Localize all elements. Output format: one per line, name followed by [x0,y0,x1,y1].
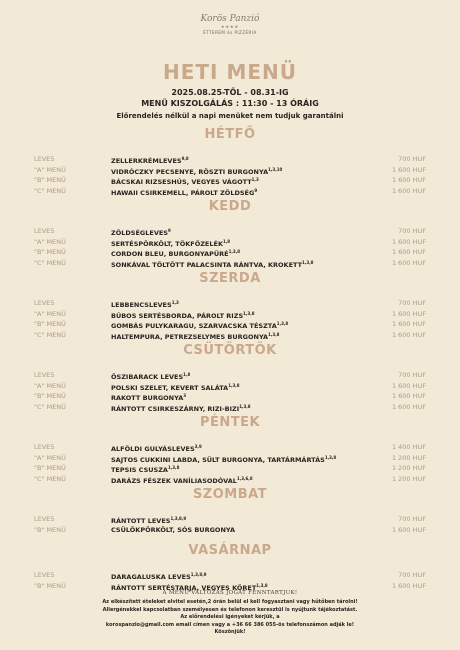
dish-name: CSÜLÖKPÖRKÖLT, SÓS BURGONYA [111,525,235,534]
dish-name: SERTÉSPÖRKÖLT, TÖKFŐZELÉK [111,239,223,248]
dish-name: HAWAII CSIRKEMELL, PÁROLT ZÖLDSÉG [111,188,255,197]
allergen-codes: 1,3,8,9 [170,516,187,521]
price: 1 600 HUF [391,176,426,184]
menu-row [0,581,460,591]
dish-name: CORDON BLEU, BURGONYAPÜRÉ [111,250,229,258]
allergen-codes: 1,3,10 [268,166,283,172]
footer-info [30,599,430,637]
dish-name: VIDRÓCZKY PECSENYE, RÖSZTI BURGONYA [111,167,269,176]
dish-name-cell [111,402,251,414]
allergen-codes: 1,3,8 [256,582,268,588]
dish-name: HALTEMPURA, PETREZSELYMES BURGONYA [111,332,269,341]
allergen-codes: 1,3,8 [243,310,255,316]
dish-name: BÚBOS SERTÉSBORDA, PÁROLT RIZS [111,311,244,320]
menu-row [0,525,460,535]
menu-row [0,237,460,247]
menu-row [0,309,460,319]
price: 1 600 HUF [391,165,426,174]
dish-name: BÁCSKAI RIZSESHÚS, VEGYES VÁGOTT [111,178,252,186]
day-heading: CSÜTÖRTÖK [183,343,277,358]
menu-type-label: "B" MENÜ [34,525,66,534]
logo-subtitle: ÉTTEREM és PIZZÉRIA [203,30,257,35]
menu-type-label: "B" MENÜ [34,176,66,184]
dish-name: RÁNTOTT CSIRKESZÁRNY, RIZI-BIZI [111,404,240,413]
serving-time: MENÜ KISZOLGÁLÁS : 11:30 - 13 ÓRÁIG [141,99,319,108]
menu-row [0,570,460,580]
menu-row [0,381,460,391]
allergen-codes: 1,3 [171,300,179,305]
dish-name: ALFÖLDI GULYÁSLEVES [111,445,195,453]
menu-row [0,247,460,257]
dish-name: RAKOTT BURGONYA [111,394,184,402]
allergen-codes: 1,3 [251,177,259,182]
price: 1 600 HUF [391,320,426,328]
menu-row [0,474,460,484]
dish-name-cell [111,330,279,342]
menu-type-label: "C" MENÜ [34,474,66,483]
menu-row [0,391,460,401]
price: 1 600 HUF [391,309,426,318]
price: 1 200 HUF [391,474,426,483]
dish-name-cell [111,525,235,535]
menu-type-label: "B" MENÜ [34,392,66,400]
price: 1 600 HUF [391,258,426,267]
footer-line: Allergénekkel kapcsolatban személyesen és telefonon keresztül is nyújtunk tájékoztatást. [102,606,358,613]
allergen-codes: 1,3,6,8 [236,475,253,481]
dish-name-cell [111,258,313,270]
price: 700 HUF [398,227,426,235]
menu-row [0,298,460,308]
day-heading: VASÁRNAP [188,543,272,558]
footer-line: Az elkészített ételeket elvitel esetén,2 órán belül el kell fogyasztani vagy hűtőben tárolni! [102,599,358,605]
price: 1 600 HUF [391,402,426,411]
menu-type-label: LEVES [34,371,55,379]
menu-type-label: LEVES [34,299,55,307]
price: 700 HUF [398,155,426,163]
price: 1 600 HUF [391,330,426,339]
dish-name: ZÖLDSÉGLEVES [111,229,168,237]
price: 1 200 HUF [391,464,426,472]
menu-row [0,175,460,185]
price: 1 400 HUF [391,443,426,451]
menu-type-label: LEVES [34,227,55,235]
menu-type-label: LEVES [34,571,55,579]
menu-row [0,330,460,340]
allergen-codes: 1,3,8 [276,321,289,326]
restaurant-logo [0,14,460,36]
dish-name: GOMBÁS PULYKARAGU, SZARVACSKA TÉSZTA [111,322,277,330]
allergen-codes: 9 [167,228,171,233]
menu-type-label: "C" MENÜ [34,186,66,195]
menu-type-label: "A" MENÜ [34,453,66,462]
dish-name: RÁNTOTT LEVES [111,517,171,525]
dish-name: ZELLERKRÉMLEVES [111,157,182,165]
allergen-codes: 1,3,8,9 [190,572,207,577]
allergen-codes: 3,9 [194,444,202,449]
dish-name: DARAGALUSKA LEVES [111,573,191,581]
price: 700 HUF [398,299,426,307]
menu-type-label: "C" MENÜ [34,402,66,411]
dish-name: LEBBENCSLEVES [111,301,172,309]
allergen-codes: 1,3,8 [239,403,251,409]
menu-type-label: "B" MENÜ [34,581,66,590]
menu-type-label: "A" MENÜ [34,309,66,318]
allergen-codes: 1,3,8 [228,382,240,388]
menu-type-label: LEVES [34,155,55,163]
footer-line: Az előrendelési igényeket kérjük, a [180,614,280,620]
day-heading: KEDD [208,199,252,214]
date-range: 2025.08.25-TŐL - 08.31-IG [171,88,289,97]
dish-name-cell [111,474,253,486]
menu-row [0,514,460,524]
menu-row [0,370,460,380]
menu-type-label: "B" MENÜ [34,248,66,256]
price: 1 600 HUF [391,581,426,590]
menu-row [0,186,460,196]
allergen-codes: 1,3,8 [228,249,241,254]
menu-type-label: "C" MENÜ [34,330,66,339]
price: 700 HUF [398,371,426,379]
logo-stars: ★★★★ [220,24,240,29]
menu-row [0,463,460,473]
allergen-codes: 1,8 [183,372,191,377]
page-title: HETI MENÜ [163,60,297,84]
dish-name: RÁNTOTT SERTÉSTARJA, VEGYES KÖRET [111,583,257,592]
menu-row [0,165,460,175]
allergen-codes: 9 [254,187,258,193]
menu-type-label: "B" MENÜ [34,320,66,328]
dish-name: SAJTOS CUKKINI LABDA, SÜLT BURGONYA, TARTÁRMÁRTÁS [111,455,325,464]
footer-line: Köszönjük! [214,629,246,635]
menu-row [0,442,460,452]
allergen-codes: 3 [183,393,187,398]
price: 1 600 HUF [391,525,426,534]
dish-name: SONKÁVAL TÖLTÖTT PALACSINTA RÁNTVA, KROKETT [111,260,303,269]
price: 1 200 HUF [391,453,426,462]
menu-change-note: A MENÜ VÁLTOZÁS JOGÁT FENNTARTJUK! [162,590,298,596]
price: 1 600 HUF [391,381,426,390]
price: 1 600 HUF [391,248,426,256]
menu-type-label: "A" MENÜ [34,381,66,390]
menu-type-label: LEVES [34,515,55,523]
day-heading: PÉNTEK [199,415,261,430]
dish-name: TEPSIS CSUSZA [111,466,168,474]
menu-type-label: LEVES [34,443,55,451]
allergen-codes: 1,8 [223,238,231,244]
allergen-codes: 9,8 [181,156,189,161]
allergen-codes: 1,3,8 [324,454,337,460]
dish-name-cell [111,186,257,198]
menu-row [0,226,460,236]
allergen-codes: 1,3,8 [302,259,314,265]
logo-name: Korös Panzió [200,14,260,24]
menu-type-label: "A" MENÜ [34,165,66,174]
price: 1 600 HUF [391,392,426,400]
allergen-codes: 1,3,8 [268,331,280,337]
footer-line: korospanzio@gmail.com email címen vagy a +36 66 386 055-ös telefonszámon adják le! [105,621,355,628]
price: 700 HUF [398,515,426,523]
day-heading: SZOMBAT [192,487,268,502]
dish-name: DARÁZS FÉSZEK VANÍLIASODÓVAL [111,476,237,485]
menu-type-label: "B" MENÜ [34,464,66,472]
menu-type-label: "A" MENÜ [34,237,66,246]
price: 700 HUF [398,571,426,579]
menu-row [0,453,460,463]
menu-row [0,154,460,164]
day-heading: HÉTFŐ [204,127,256,142]
dish-name: POLSKI SZELET, KEVERT SALÁTA [111,383,229,392]
allergen-codes: 1,3,8 [167,465,180,470]
menu-row [0,319,460,329]
day-heading: SZERDA [199,271,261,286]
price: 1 600 HUF [391,186,426,195]
dish-name: ŐSZIBARACK LEVES [111,373,184,381]
menu-row [0,402,460,412]
menu-type-label: "C" MENÜ [34,258,66,267]
menu-row [0,258,460,268]
preorder-notice: Előrendelés nélkül a napi menüket nem tudjuk garantálni [116,112,344,120]
price: 1 600 HUF [391,237,426,246]
